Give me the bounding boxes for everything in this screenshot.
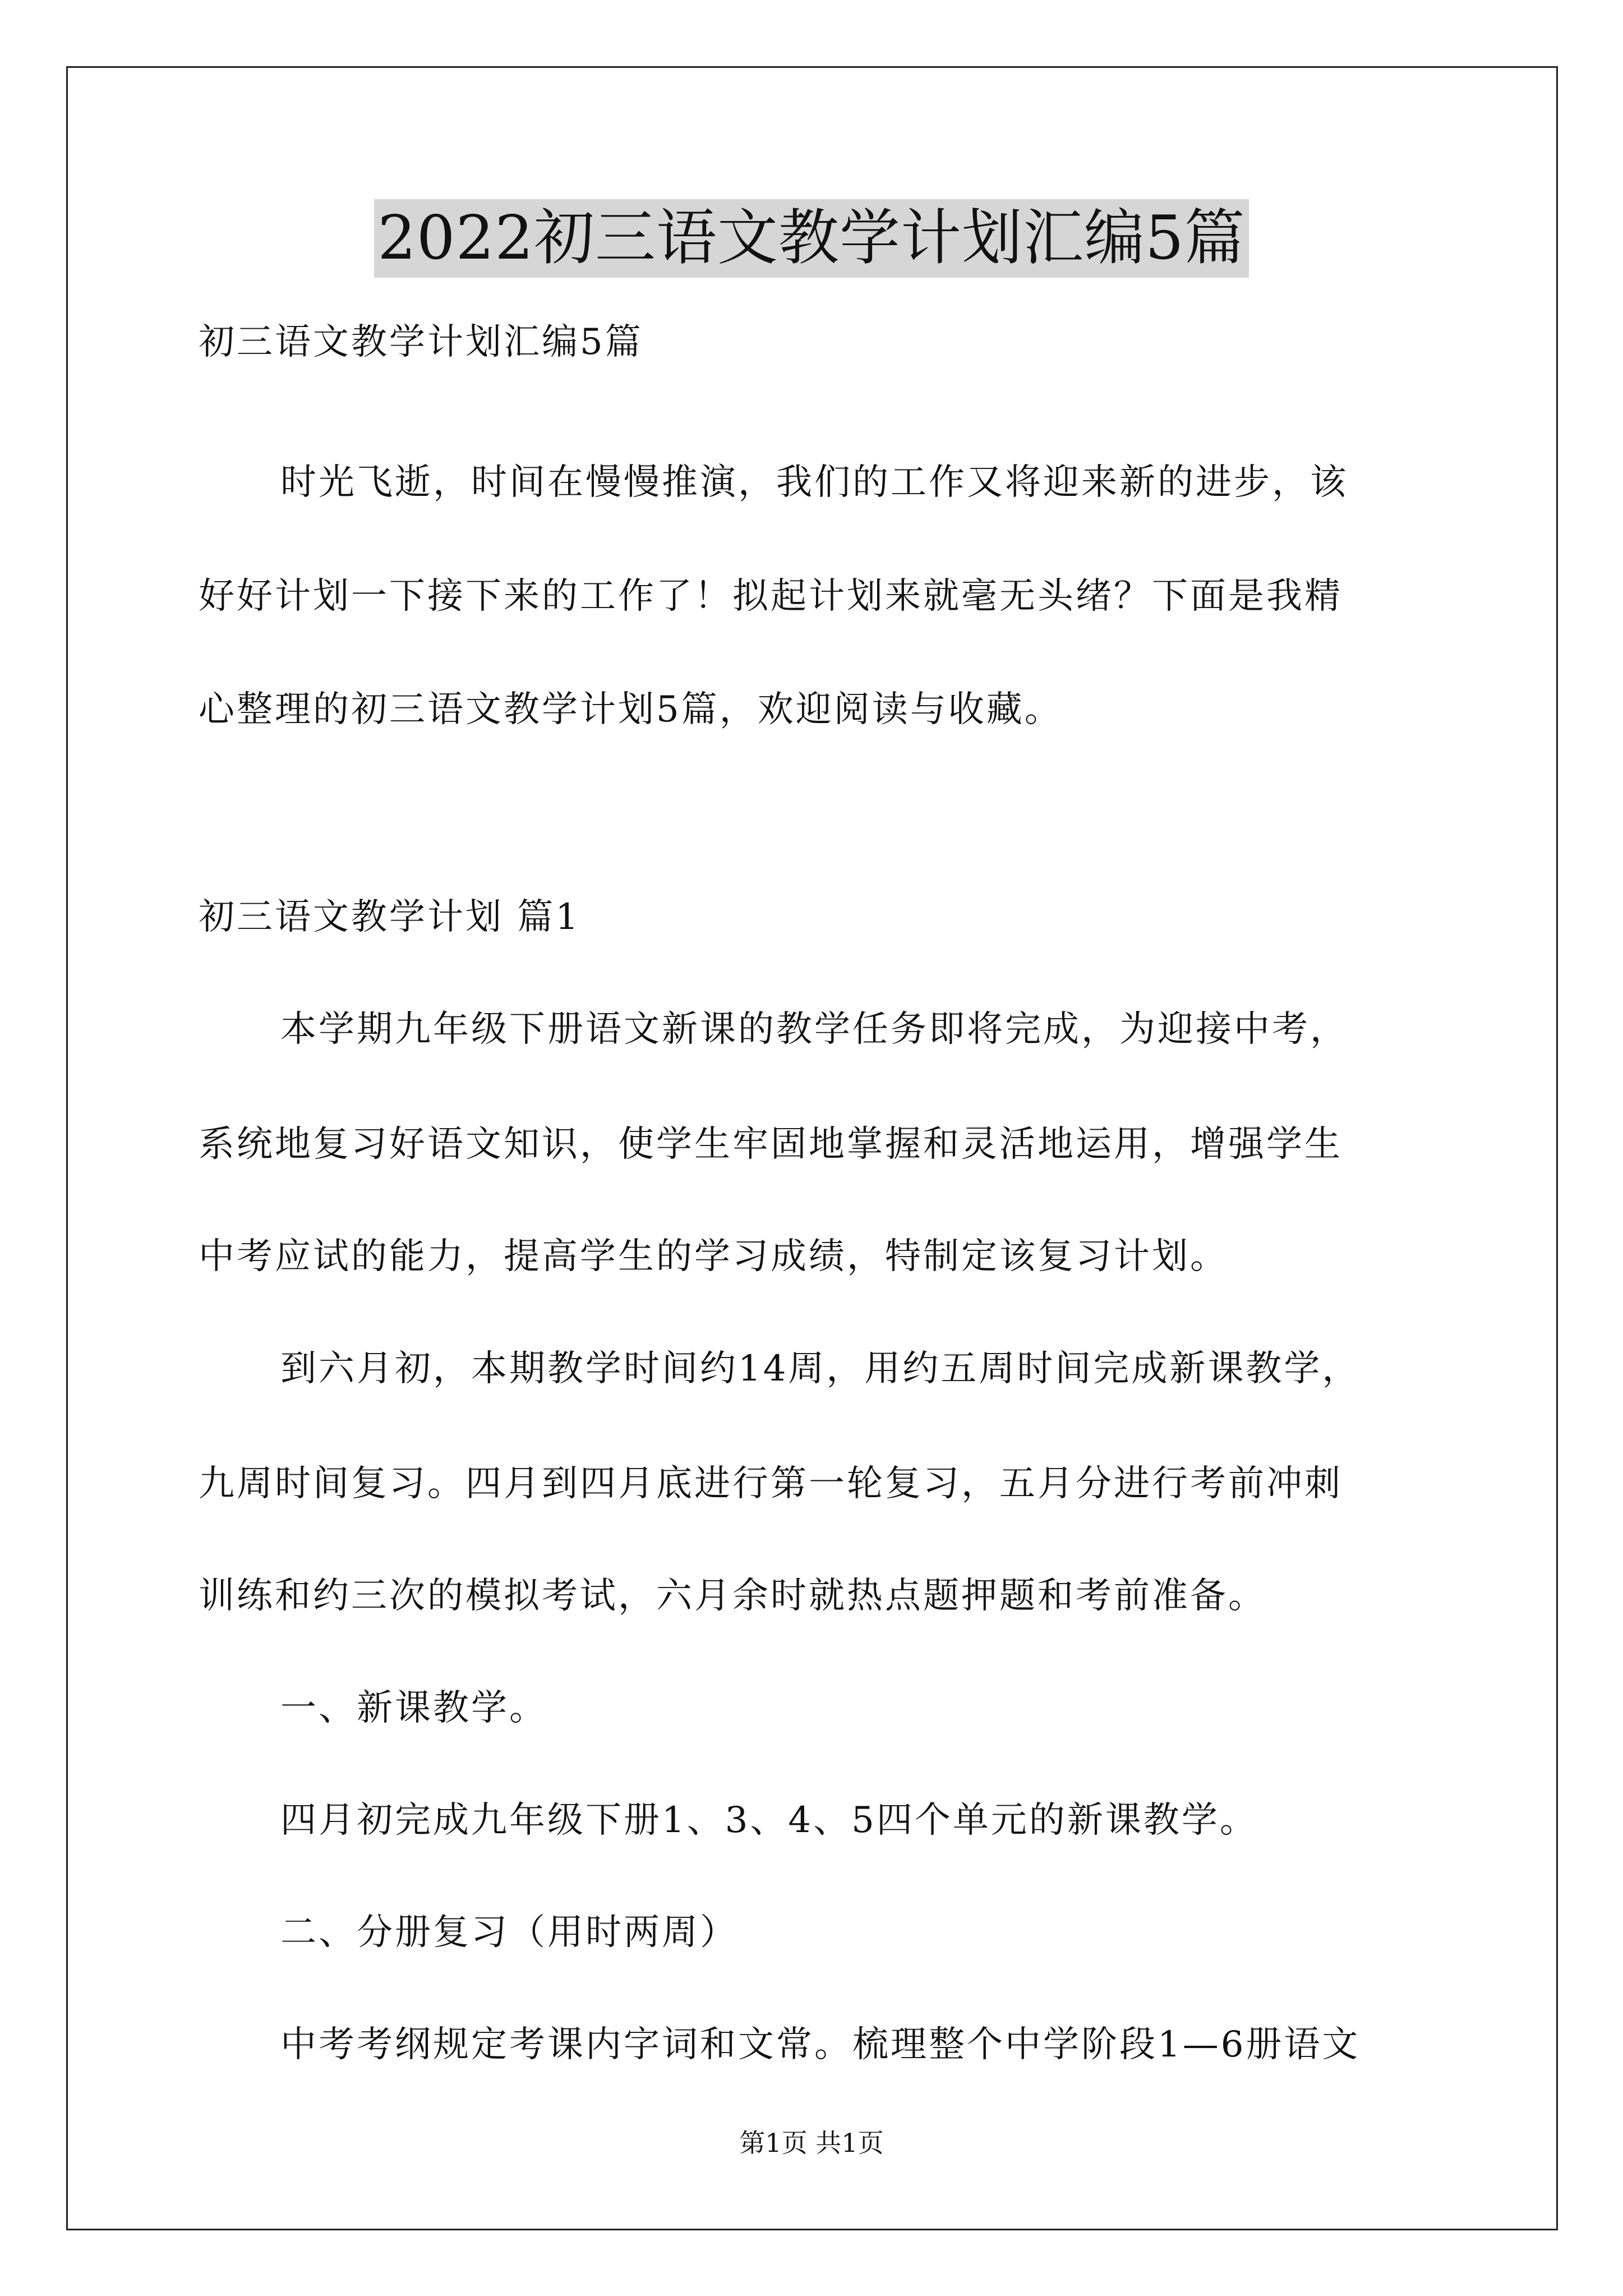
paragraph-2-line-3: 训练和约三次的模拟考试，六月余时就热点题押题和考前准备。	[199, 1575, 1266, 1617]
paragraph-1-line-2: 系统地复习好语文知识，使学生牢固地掌握和灵活地运用，增强学生	[199, 1124, 1343, 1165]
intro-paragraph-line-1: 时光飞逝，时间在慢慢推演，我们的工作又将迎来新的进步，该	[280, 462, 1348, 503]
paragraph-1-line-1: 本学期九年级下册语文新课的教学任务即将完成，为迎接中考，	[280, 1009, 1348, 1050]
paragraph-2-line-1: 到六月初，本期教学时间约14周，用约五周时间完成新课教学，	[280, 1348, 1361, 1389]
list-item-2-line-1: 中考考纲规定考课内字词和文常。梳理整个中学阶段1—6册语文	[280, 2024, 1361, 2065]
paragraph-1-line-3: 中考应试的能力，提高学生的学习成绩，特制定该复习计划。	[199, 1236, 1228, 1277]
list-item-1: 四月初完成九年级下册1、3、4、5四个单元的新课教学。	[280, 1800, 1258, 1841]
document-title: 2022初三语文教学计划汇编5篇	[374, 199, 1249, 278]
list-heading-1: 一、新课教学。	[280, 1687, 547, 1729]
subtitle: 初三语文教学计划汇编5篇	[199, 321, 643, 363]
page-footer: 第1页 共1页	[739, 2128, 884, 2158]
title-container	[0, 199, 1623, 278]
intro-paragraph-line-2: 好好计划一下接下来的工作了！拟起计划来就毫无头绪？下面是我精	[199, 576, 1343, 617]
paragraph-2-line-2: 九周时间复习。四月到四月底进行第一轮复习，五月分进行考前冲刺	[199, 1463, 1343, 1504]
section-heading-1: 初三语文教学计划 篇1	[199, 896, 581, 938]
list-heading-2: 二、分册复习（用时两周）	[280, 1912, 738, 1953]
intro-paragraph-line-3: 心整理的初三语文教学计划5篇，欢迎阅读与收藏。	[199, 689, 1063, 730]
